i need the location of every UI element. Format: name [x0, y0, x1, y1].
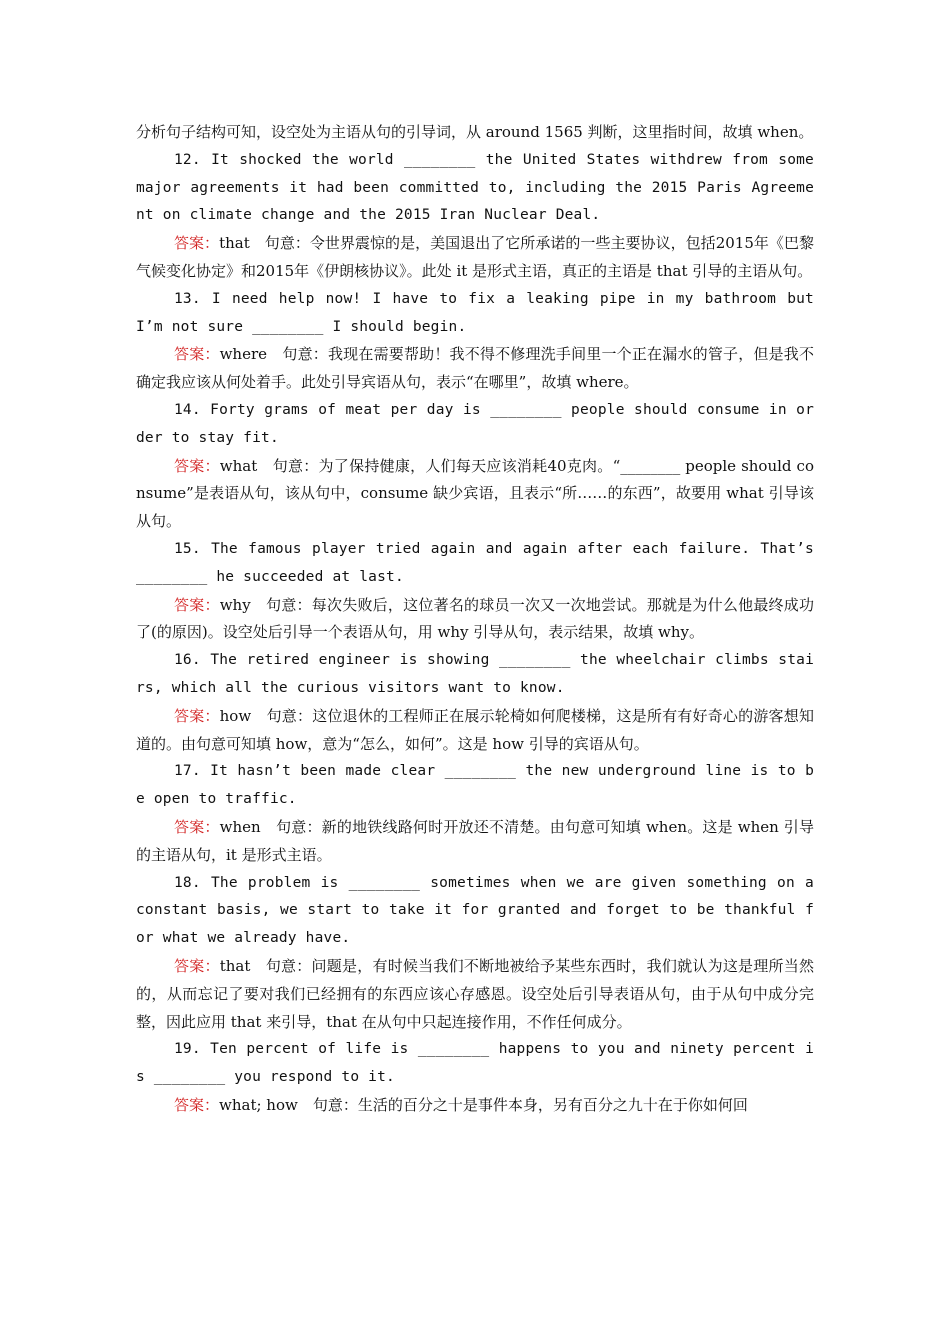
answer-15 [136, 592, 814, 648]
intro-paragraph: 分析句子结构可知，设空处为主语从句的引导词，从 around 1565 判断，这里指时间，故填 when。 [136, 123, 814, 141]
answer-label: 答案： [174, 234, 220, 253]
question-17: 17. It hasn’t been made clear ________ the new underground line is to be open to traffic. [136, 763, 814, 808]
answer-16 [136, 703, 814, 759]
question-19: 19. Ten percent of life is ________ happens to you and ninety percent is ________ you respond to it. [136, 1041, 814, 1086]
answer-text: when 句意：新的地铁线路何时开放还不清楚。由句意可知填 when。这是 when 引导的主语从句，it 是形式主语。 [136, 817, 814, 864]
answer-label: 答案： [174, 345, 220, 364]
answer-19 [136, 1092, 814, 1120]
answer-label: 答案： [174, 456, 220, 475]
question-14: 14. Forty grams of meat per day is ________ people should consume in order to stay fit. [136, 401, 814, 446]
question-18: 18. The problem is ________ sometimes when we are given something on a constant basis, we start to take it for granted and forget to be thankful for what we already have. [136, 874, 814, 947]
answer-12 [136, 230, 814, 286]
answer-label: 答案： [174, 956, 220, 975]
answer-18 [136, 953, 814, 1036]
answer-label: 答案： [174, 817, 220, 836]
answer-label: 答案： [174, 706, 220, 725]
answer-text: what 句意：为了保持健康，人们每天应该消耗40克肉。“________ people should consume”是表语从句，该从句中，consume 缺少宾语，且表示“所……的东西”，故要用 what 引导该从句。 [136, 456, 814, 531]
answer-17 [136, 814, 814, 870]
answer-text: that 句意：令世界震惊的是，美国退出了它所承诺的一些主要协议，包括2015年《巴黎气候变化协定》和2015年《伊朗核协议》。此处 it 是形式主语，真正的主语是 that 引导的主语从句。 [136, 234, 814, 280]
question-15: 15. The famous player tried again and again after each failure. That’s ________ he succeeded at last. [136, 540, 814, 585]
answer-text: how 句意：这位退休的工程师正在展示轮椅如何爬楼梯，这是所有有好奇心的游客想知道的。由句意可知填 how，意为“怎么，如何”。这是 how 引导的宾语从句。 [136, 706, 814, 753]
question-12: 12. It shocked the world ________ the United States withdrew from some major agreements it had been committed to, including the 2015 Paris Agreement on climate change and the 2015 Iran Nuclear Deal. [136, 151, 814, 224]
answer-13 [136, 341, 814, 397]
answer-label: 答案： [174, 1095, 220, 1114]
question-13: 13. I need help now! I have to fix a leaking pipe in my bathroom but I’m not sure ________ I should begin. [136, 290, 814, 335]
question-16: 16. The retired engineer is showing ________ the wheelchair climbs stairs, which all the curious visitors want to know. [136, 652, 814, 696]
document-page [136, 119, 814, 1120]
answer-text: that 句意：问题是，有时候当我们不断地被给予某些东西时，我们就认为这是理所当然的，从而忘记了要对我们已经拥有的东西应该心存感恩。设空处后引导表语从句，由于从句中成分完整，因此应用 that 来引导，that 在从句中只起连接作用，不作任何成分。 [136, 956, 814, 1031]
answer-label: 答案： [174, 595, 220, 614]
answer-text: what; how 句意：生活的百分之十是事件本身，另有百分之九十在于你如何回 [219, 1095, 748, 1114]
answer-text: why 句意：每次失败后，这位著名的球员一次又一次地尝试。那就是为什么他最终成功了(的原因)。设空处后引导一个表语从句，用 why 引导从句，表示结果，故填 why。 [136, 595, 814, 642]
answer-14 [136, 453, 814, 536]
answer-text: where 句意：我现在需要帮助！我不得不修理洗手间里一个正在漏水的管子，但是我不确定我应该从何处着手。此处引导宾语从句，表示“在哪里”，故填 where。 [136, 345, 814, 392]
